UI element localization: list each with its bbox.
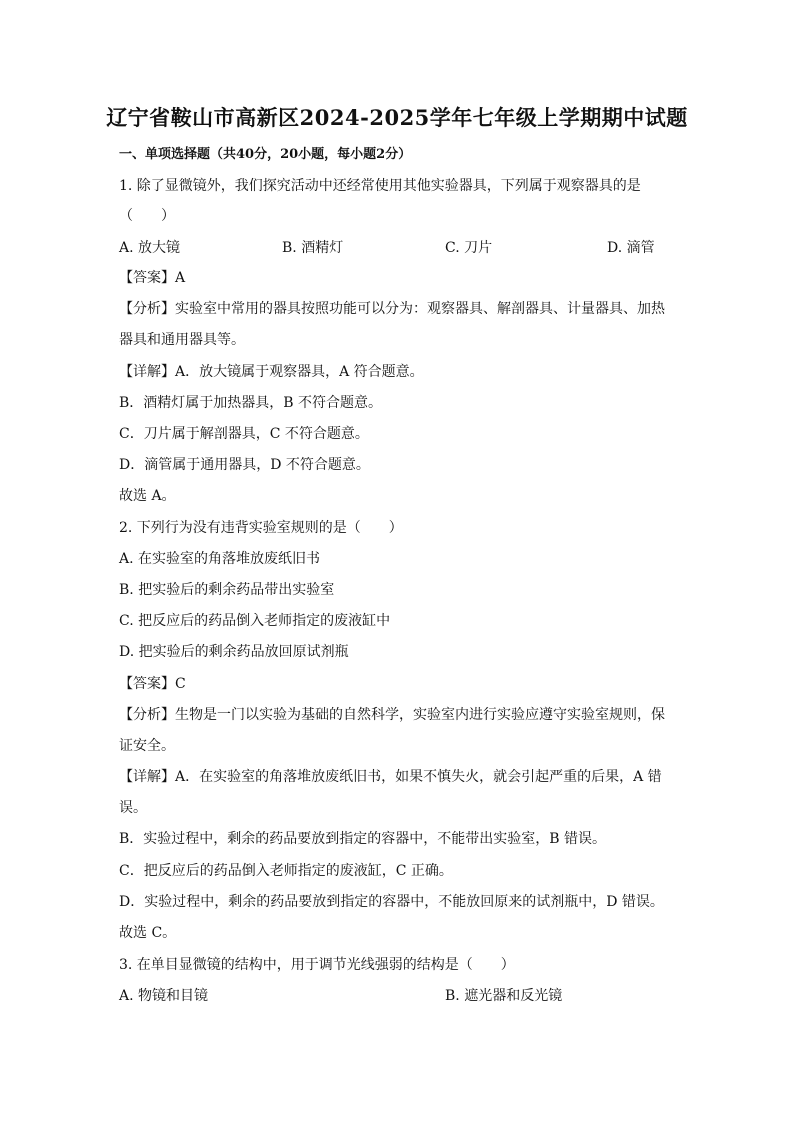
q1-detail-a: 【详解】A．放大镜属于观察器具，A 符合题意。 <box>119 364 424 380</box>
q1-stem-line1: 1. 除了显微镜外，我们探究活动中还经常使用其他实验器具，下列属于观察器具的是 <box>119 178 641 194</box>
q2-detail-b: B．实验过程中，剩余的药品要放到指定的容器中，不能带出实验室，B 错误。 <box>119 831 607 847</box>
q2-stem: 2. 下列行为没有违背实验室规则的是（ ） <box>119 520 403 536</box>
q1-detail-b: B．酒精灯属于加热器具，B 不符合题意。 <box>119 395 383 411</box>
q2-detail-d: D．实验过程中，剩余的药品要放到指定的容器中，不能放回原来的试剂瓶中，D 错误。 <box>119 894 664 910</box>
q3-option-a: A. 物镜和目镜 <box>119 988 209 1004</box>
section-heading: 一、单项选择题（共40分，20小题，每小题2分） <box>119 147 412 162</box>
q1-analysis-line2: 器具和通用器具等。 <box>119 332 245 348</box>
q1-option-d: D. 滴管 <box>607 240 655 256</box>
q2-detail-line1: 【详解】A．在实验室的角落堆放废纸旧书，如果不慎失火，就会引起严重的后果，A 错 <box>119 769 662 785</box>
page-title: 辽宁省鞍山市高新区2024-2025学年七年级上学期期中试题 <box>106 105 688 130</box>
q1-answer: 【答案】A <box>119 270 186 286</box>
q1-option-a: A. 放大镜 <box>119 240 181 256</box>
q2-detail-c: C．把反应后的药品倒入老师指定的废液缸，C 正确。 <box>119 863 453 879</box>
q2-option-b: B. 把实验后的剩余药品带出实验室 <box>119 582 335 598</box>
q2-option-d: D. 把实验后的剩余药品放回原试剂瓶 <box>119 644 349 660</box>
q2-analysis-line2: 证安全。 <box>119 738 175 754</box>
q1-option-c: C. 刀片 <box>445 240 493 256</box>
q3-stem: 3. 在单目显微镜的结构中，用于调节光线强弱的结构是（ ） <box>119 957 515 973</box>
q1-conclusion: 故选 A。 <box>119 488 176 504</box>
q2-analysis-line1: 【分析】生物是一门以实验为基础的自然科学，实验室内进行实验应遵守实验室规则，保 <box>119 707 665 723</box>
q1-analysis-line1: 【分析】实验室中常用的器具按照功能可以分为：观察器具、解剖器具、计量器具、加热 <box>119 301 665 317</box>
q3-option-b: B. 遮光器和反光镜 <box>445 988 563 1004</box>
q1-detail-d: D．滴管属于通用器具，D 不符合题意。 <box>119 457 370 473</box>
q2-answer: 【答案】C <box>119 676 186 692</box>
q2-detail-line2: 误。 <box>119 800 147 816</box>
q2-option-a: A. 在实验室的角落堆放废纸旧书 <box>119 551 321 567</box>
q2-conclusion: 故选 C。 <box>119 925 177 941</box>
q1-option-b: B. 酒精灯 <box>282 240 344 256</box>
q1-detail-c: C．刀片属于解剖器具，C 不符合题意。 <box>119 426 369 442</box>
q2-option-c: C. 把反应后的药品倒入老师指定的废液缸中 <box>119 613 391 629</box>
q1-stem-line2: （ ） <box>119 208 175 224</box>
